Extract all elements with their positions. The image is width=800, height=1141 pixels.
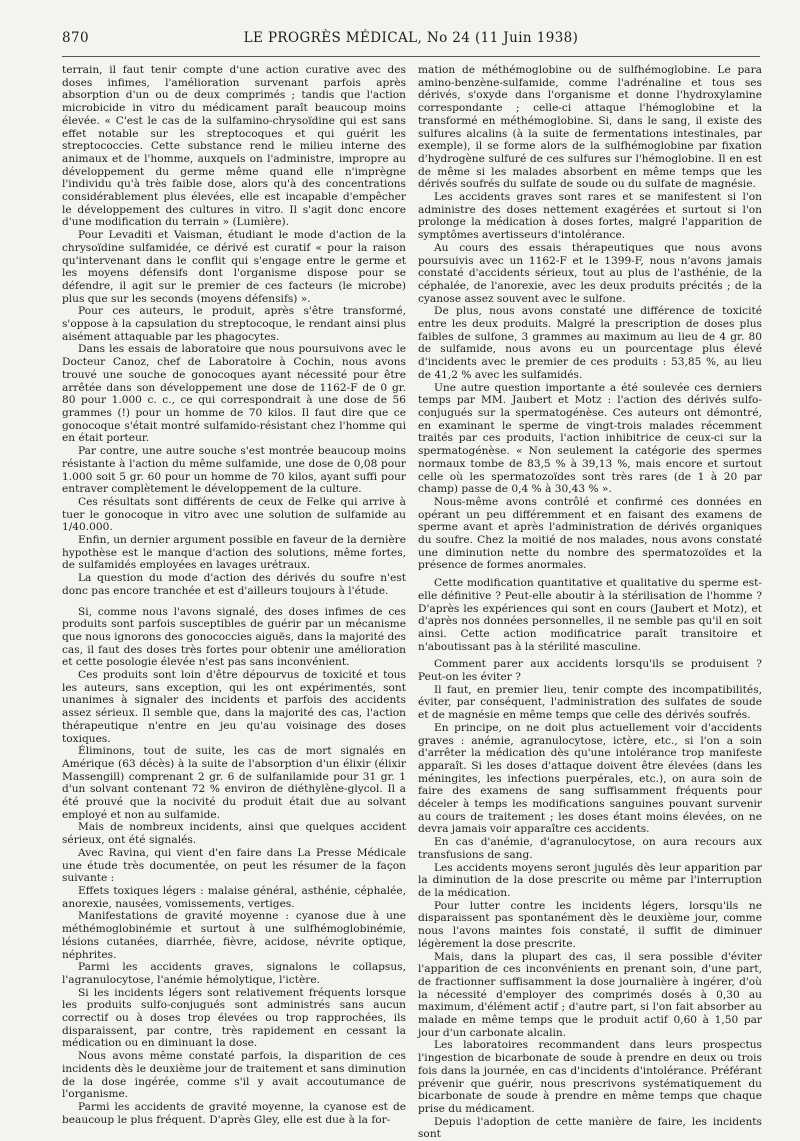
paragraph: Les accidents graves sont rares et se manifestent si l'on administre des doses nettement exagérées et surtout si l'on prolonge la médication à doses fortes, malgré l'apparition de symptômes avertisseurs d'intolérance. — [418, 191, 762, 242]
left-column — [62, 64, 406, 1126]
paragraph: Il faut, en premier lieu, tenir compte des incompatibilités, éviter, par conséquent, l'administration des sulfates de soude et de magnésie en même temps que celle des dérivés soufrés. — [418, 683, 762, 722]
paragraph: Les accidents moyens seront jugulés dès leur apparition par la diminution de la dose prescrite ou même par l'interruption de la médication. — [418, 861, 762, 899]
paragraph: Pour ces auteurs, le produit, après s'être transformé, s'oppose à la capsulation du streptocoque, le rendant ainsi plus aisément attaquable par les phagocytes. — [62, 305, 406, 343]
page-number: 870 — [62, 30, 89, 46]
paragraph: De plus, nous avons constaté une différence de toxicité entre les deux produits. Malgré la prescription de doses plus faibles de sulfone, 3 grammes au maximum au lieu de 4 gr. 80 de sulfamide, nous avons eu un pourcentage plus élevé d'incidents avec le premier de ces produits : 53,85 %, au lieu de 41,2 % avec les sulfamidés. — [418, 305, 762, 381]
paragraph: Mais, dans la plupart des cas, il sera possible d'éviter l'apparition de ces inconvénients en prenant soin, d'une part, de fractionner suffisamment la dose journalière à ingérer, d'où la nécessité d'employer des comprimés dosés à 0,30 au maximum, d'élément actif ; d'autre part, si l'on fait absorber au malade en même temps que le produit actif 0,60 à 1,50 par jour d'un carbonate alcalin. — [418, 950, 762, 1039]
paragraph: terrain, il faut tenir compte d'une action curative avec des doses infimes, l'amélioration survenant parfois après absorption d'un ou de deux comprimés ; tandis que l'action microbicide in vitro du médicament paraît beaucoup moins élevée. « C'est le cas de la sulfamino-chrysoïdine qui est sans effet notable sur les streptocoques et qui guérit les streptococcies. Cette substance rend le milieu interne des animaux et de l'homme, auxquels on l'administre, impropre au développement du germe même quand elle n'imprègne l'individu qu'à très faible dose, alors qu'à des concentrations considérablement plus élevées, elle est incapable d'empêcher le développement des cultures in vitro. Il s'agit donc encore d'une modification du terrain » (Lumière). — [62, 64, 406, 229]
paragraph: Mais de nombreux incidents, ainsi que quelques accident sérieux, ont été signalés. — [62, 821, 406, 847]
journal-title: LE PROGRÈS MÉDICAL, No 24 (11 Juin 1938) — [243, 30, 579, 46]
page-header — [62, 30, 760, 50]
header-rule — [62, 56, 760, 57]
paragraph: En cas d'anémie, d'agranulocytose, on aura recours aux transfusions de sang. — [418, 836, 762, 861]
right-column — [418, 64, 762, 1141]
paragraph: Parmi les accidents graves, signalons le collapsus, l'agranulocytose, l'anémie hémolytique, l'ictère. — [62, 961, 406, 986]
paragraph: Effets toxiques légers : malaise général, asthénie, céphalée, anorexie, nausées, vomissements, vertiges. — [62, 885, 406, 910]
paragraph: Nous avons même constaté parfois, la disparition de ces incidents dès le deuxième jour de traitement et sans diminution de la dose ingérée, comme s'il y avait accoutumance de l'organisme. — [62, 1050, 406, 1101]
paragraph: Au cours des essais thérapeutiques que nous avons poursuivis avec un 1162-F et le 1399-F, nous n'avons jamais constaté d'accidents sérieux, tout au plus de l'asthénie, de la céphalée, de l'anorexie, avec les deux produits précités ; de la cyanose assez souvent avec le sulfone. — [418, 241, 762, 305]
paragraph: Parmi les accidents de gravité moyenne, la cyanose est de beaucoup le plus fréquent. D'après Gley, elle est due à la for- — [62, 1100, 406, 1126]
paragraph: Avec Ravina, qui vient d'en faire dans La Presse Médicale une étude très documentée, on peut les résumer de la façon suivante : — [62, 846, 406, 885]
paragraph: Pour Levaditi et Vaisman, étudiant le mode d'action de la chrysoïdine sulfamidée, ce dérivé est curatif « pour la raison qu'intervenant dans le conflit qui s'engage entre le germe et les moyens défensifs dont l'organisme dispose pour se défendre, il agit sur le premier de ces facteurs (le microbe) plus que sur les seconds (moyens défensifs) ». — [62, 229, 406, 305]
paragraph: Depuis l'adoption de cette manière de faire, les incidents sont — [418, 1115, 762, 1141]
paragraph: Manifestations de gravité moyenne : cyanose due à une méthémoglobinémie et surtout à une sulfhémoglobinémie, lésions cutanées, diarrhée, fièvre, acidose, névrite optique, néphrites. — [62, 910, 406, 961]
paragraph: Dans les essais de laboratoire que nous poursuivons avec le Docteur Canoz, chef de Laboratoire à Cochin, nous avons trouvé une souche de gonocoques ayant nécessité pour être arrêtée dans son développement une dose de 1162-F de 0 gr. 80 pour 1.000 c. c., ce qui correspondrait à une dose de 56 grammes (!) pour un homme de 70 kilos. Il faut dire que ce gonocoque s'était montré sulfamido-résistant chez l'homme qui en était porteur. — [62, 343, 406, 445]
paragraph: Nous-même avons contrôlé et confirmé ces données en opérant un peu différemment et en faisant des examens de sperme avant et après l'administration de dérivés organiques du soufre. Chez la moitié de nos malades, nous avons constaté une diminution nette du nombre des spermatozoïdes et la présence de formes anormales. — [418, 495, 762, 572]
paragraph: Si, comme nous l'avons signalé, des doses infimes de ces produits sont parfois susceptibles de guérir par un mécanisme que nous ignorons des gonococcies aiguës, dans la majorité des cas, il faut des doses très fortes pour obtenir une amélioration et cette posologie élevée n'est pas sans inconvénient. — [62, 605, 406, 669]
paragraph: Les laboratoires recommandent dans leurs prospectus l'ingestion de bicarbonate de soude à prendre en deux ou trois fois dans la journée, en cas d'incidents d'intolérance. Préférant prévenir que guérir, nous prescrivons systématiquement du bicarbonate de soude à prendre en même temps que chaque prise du médicament. — [418, 1039, 762, 1115]
paragraph: Ces résultats sont différents de ceux de Felke qui arrive à tuer le gonocoque in vitro avec une solution de sulfamide au 1/40.000. — [62, 495, 406, 534]
paragraph: Cette modification quantitative et qualitative du sperme est-elle définitive ? Peut-elle aboutir à la stérilisation de l'homme ? D'après les expériences qui sont en cours (Jaubert et Motz), et d'après nos données personnelles, il ne semble pas qu'il en soit ainsi. Cette action modificatrice paraît transitoire et n'aboutissant pas à la stérilité masculine. — [418, 577, 762, 653]
paragraph: Éliminons, tout de suite, les cas de mort signalés en Amérique (63 décès) à la suite de l'absorption d'un élixir (élixir Massengill) comprenant 2 gr. 6 de sulfanilamide pour 31 gr. 1 d'un solvant contenant 72 % environ de diéthylène-glycol. Il a été prouvé que la nocivité du produit était due au solvant employé et non au sulfamide. — [62, 745, 406, 821]
paragraph: Pour lutter contre les incidents légers, lorsqu'ils ne disparaissent pas spontanément dès le deuxième jour, comme nous l'avons maintes fois constaté, il suffit de diminuer légèrement la dose prescrite. — [418, 899, 762, 950]
paragraph: En principe, on ne doit plus actuellement voir d'accidents graves : anémie, agranulocytose, ictère, etc., si l'on a soin d'arrêter la médication dès qu'une intolérance trop manifeste apparaît. Si les doses d'attaque doivent être élevées (dans les méningites, les infections puerpérales, etc.), on aura soin de faire des examens de sang suffisamment fréquents pour déceler à temps les modifications sanguines pouvant survenir au cours de traitement ; les doses étant moins élevées, on ne devra jamais voir apparaître ces accidents. — [418, 721, 762, 836]
paragraph: Une autre question importante a été soulevée ces derniers temps par MM. Jaubert et Motz : l'action des dérivés sulfo-conjugués sur la spermatogénèse. Ces auteurs ont démontré, en examinant le sperme de vingt-trois malades récemment traités par ces produits, l'action inhibitrice de ceux-ci sur la spermatogénèse. « Non seulement la catégorie des spermes normaux tombe de 83,5 % à 39,13 %, mais encore et surtout celle où les spermatozoïdes sont très rares (de 1 à 20 par champ) passe de 0,4 % à 30,43 % ». — [418, 381, 762, 496]
paragraph: Enfin, un dernier argument possible en faveur de la dernière hypothèse est le manque d'action des solutions, même fortes, de sulfamidés employées en lavages urétraux. — [62, 534, 406, 572]
paragraph: mation de méthémoglobine ou de sulfhémoglobine. Le para amino-benzène-sulfamide, comme l'adrénaline et tous ses dérivés, s'oxyde dans l'organisme et donne l'hydroxylamine correspondante ; celle-ci attaque l'hémoglobine et la transformé en méthémoglobine. Si, dans le sang, il existe des sulfures alcalins (à la suite de fermentations intestinales, par exemple), il se forme alors de la sulfhémoglobine par fixation d'hydrogène sulfuré de ces sulfures sur l'hémoglobine. Il en est de même si les malades absorbent en même temps que les dérivés soufrés du sulfate de soude ou du sulfate de magnésie. — [418, 64, 762, 191]
paragraph: Ces produits sont loin d'être dépourvus de toxicité et tous les auteurs, sans exception, qui les ont expérimentés, sont unanimes à signaler des incidents et parfois des accidents assez sérieux. Il semble que, dans la majorité des cas, l'action thérapeutique n'entre en jeu qu'au voisinage des doses toxiques. — [62, 669, 406, 745]
paragraph: La question du mode d'action des dérivés du soufre n'est donc pas encore tranchée et est d'ailleurs toujours à l'étude. — [62, 572, 406, 597]
paragraph: Par contre, une autre souche s'est montrée beaucoup moins résistante à l'action du même sulfamide, une dose de 0,08 pour 1.000 soit 5 gr. 60 pour un homme de 70 kilos, ayant suffi pour entraver complètement le développement de la culture. — [62, 445, 406, 496]
paragraph: Comment parer aux accidents lorsqu'ils se produisent ? Peut-on les éviter ? — [418, 658, 762, 684]
paragraph: Si les incidents légers sont relativement fréquents lorsque les produits sulfo-conjugués sont administrés sans aucun correctif ou à doses trop élevées ou trop rapprochées, ils disparaissent, par contre, très rapidement en cessant la médication ou en diminuant la dose. — [62, 986, 406, 1050]
